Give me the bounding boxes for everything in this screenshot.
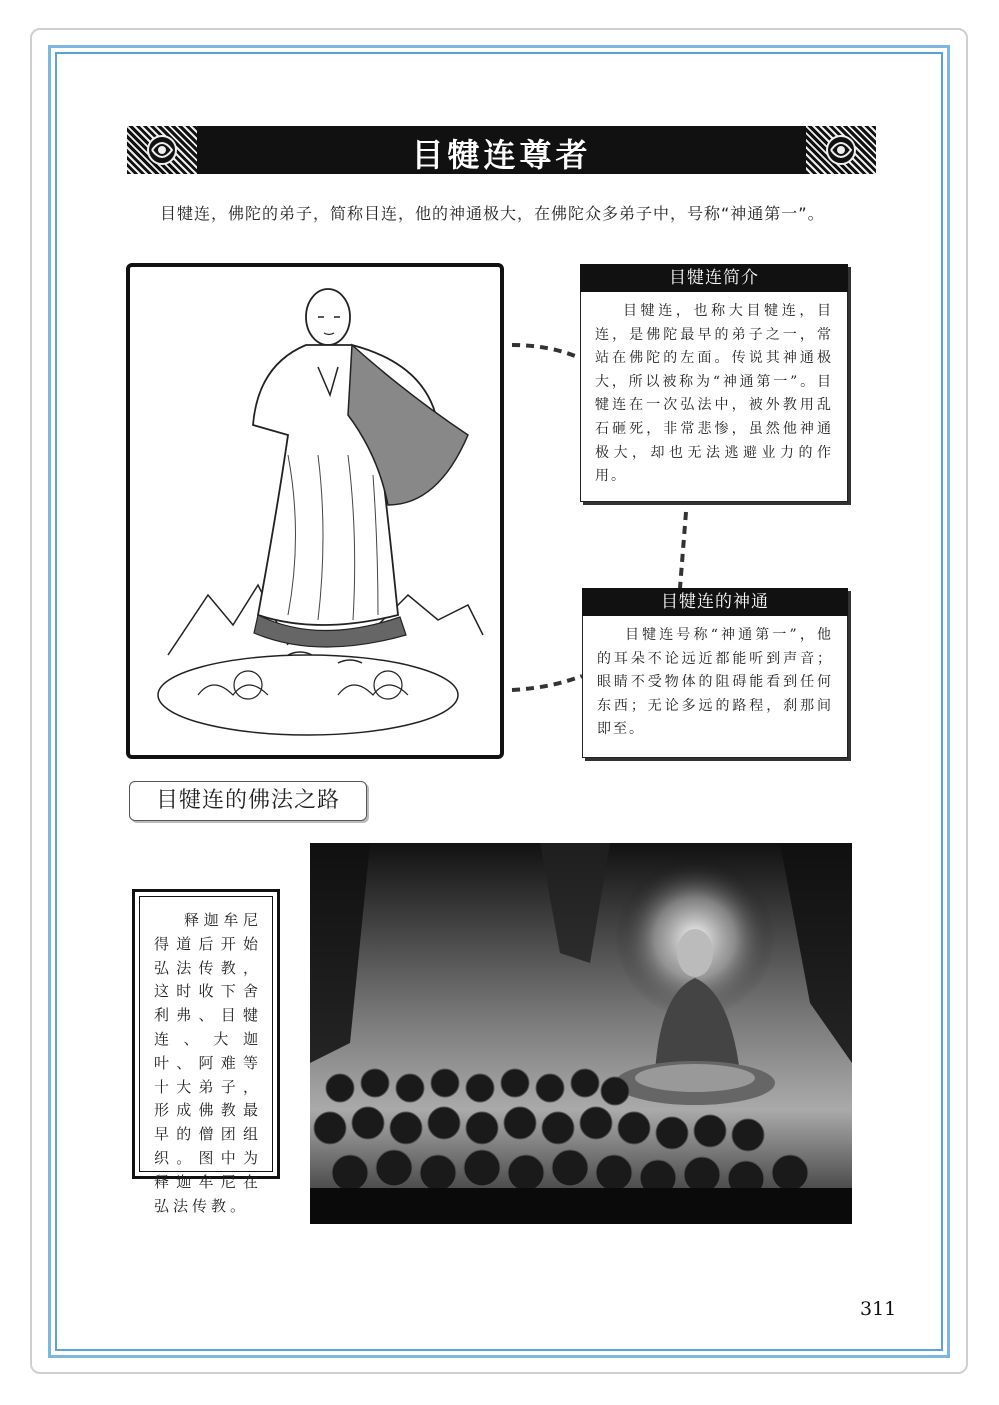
intro-box-heading: 目犍连简介 [580,264,848,292]
powers-box-body: 目犍连号称“神通第一”，他的耳朵不论远近都能听到声音；眼睛不受物体的阻碍能看到任何东西；无论多远的路程，刹那间即至。 [597,627,833,738]
intro-info-box [580,264,848,502]
page-number: 311 [860,1298,897,1320]
buddha-preaching-photo [310,843,852,1224]
page-title: 目犍连尊者 [411,136,592,174]
powers-info-box [582,588,848,758]
powers-box-heading: 目犍连的神通 [582,588,848,616]
photo-caption-box [132,889,280,1215]
intro-box-body: 目犍连，也称大目犍连，目连，是佛陀最早的弟子之一，常站在佛陀的左面。传说其神通极大，所以被称为“神通第一”。目犍连在一次弘法中，被外教用乱石砸死，非常悲惨，虽然他神通极大，却也无法逃避业力的作用。 [595,303,833,485]
photo-caption: 释迦牟尼得道后开始弘法传教，这时收下舍利弗、目犍连、大迦叶、阿难等十大弟子，形成佛教最早的僧团组织。图中为释迦牟尼在弘法传教。 [139,896,273,1172]
intro-paragraph: 目犍连，佛陀的弟子，简称目连，他的神通极大，在佛陀众多弟子中，号称“神通第一”。 [160,204,825,223]
section-heading: 目犍连的佛法之路 [129,781,367,821]
